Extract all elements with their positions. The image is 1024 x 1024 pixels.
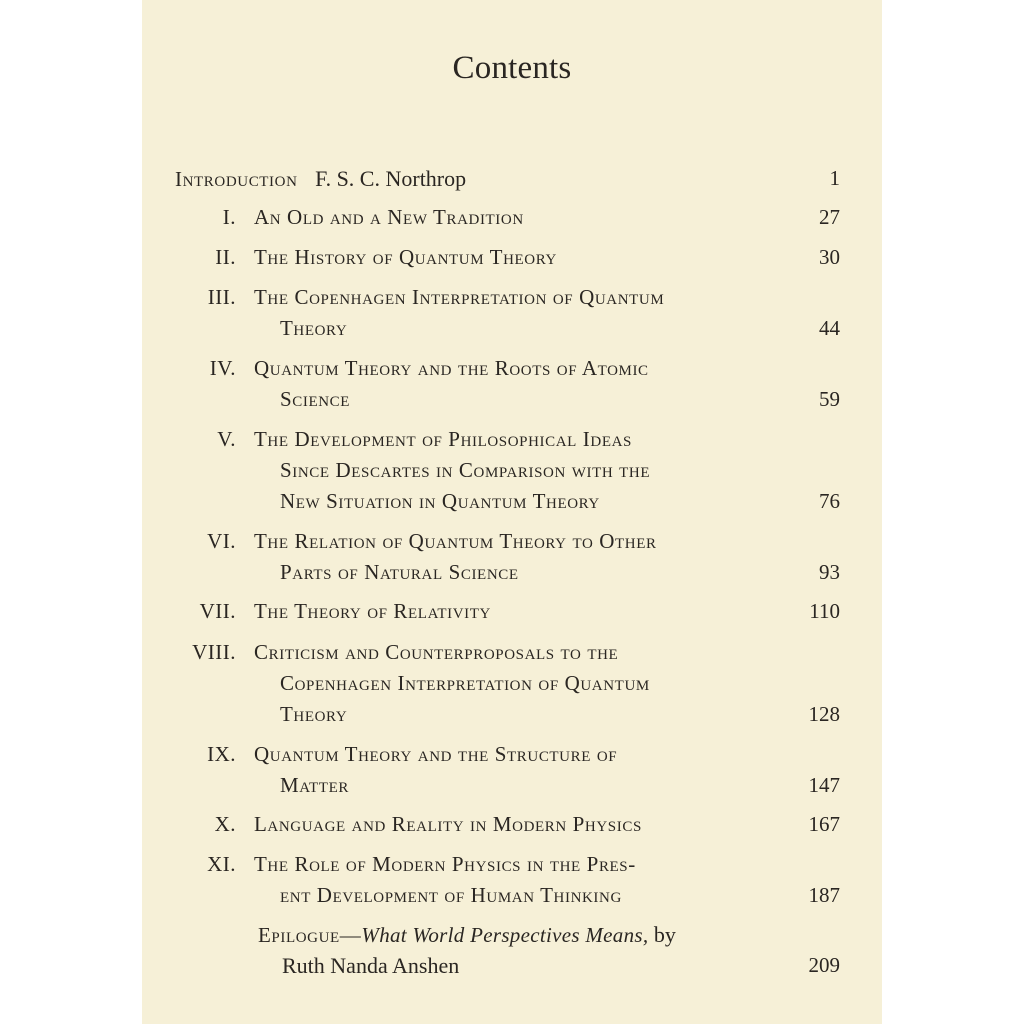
toc-page-number: 187 bbox=[808, 883, 840, 907]
introduction-author: F. S. C. Northrop bbox=[315, 166, 467, 191]
chapter-numeral: III. bbox=[207, 285, 236, 309]
chapter-title-line: Quantum Theory and the Roots of Atomic bbox=[254, 356, 649, 380]
toc-page-number: 59 bbox=[819, 387, 840, 411]
toc-entry-text bbox=[175, 166, 466, 192]
chapter-title-line: The Role of Modern Physics in the Pres- bbox=[254, 852, 636, 876]
chapter-title-line: Copenhagen Interpretation of Quantum bbox=[280, 671, 650, 695]
chapter-title-line: Matter bbox=[280, 773, 349, 797]
toc-page-number: 1 bbox=[829, 166, 840, 190]
chapter-title-line: The Copenhagen Interpretation of Quantum bbox=[254, 285, 665, 309]
toc-page-number: 27 bbox=[819, 205, 840, 229]
introduction-label: Introduction bbox=[175, 167, 298, 191]
epilogue-text-line bbox=[258, 922, 676, 948]
page-title: Contents bbox=[452, 50, 572, 86]
chapter-numeral: XI. bbox=[207, 852, 236, 876]
chapter-title-line: Theory bbox=[280, 702, 348, 726]
chapter-title-line: Theory bbox=[280, 316, 348, 340]
chapter-numeral: IV. bbox=[209, 356, 236, 380]
toc-page-number: 76 bbox=[819, 489, 840, 513]
chapter-title-line: An Old and a New Tradition bbox=[254, 205, 524, 229]
toc-page-number: 44 bbox=[819, 316, 840, 340]
chapter-numeral: VI. bbox=[207, 529, 236, 553]
chapter-title-line: The Development of Philosophical Ideas bbox=[254, 427, 632, 451]
chapter-title-line: Parts of Natural Science bbox=[280, 560, 519, 584]
epilogue-by: by bbox=[648, 922, 676, 947]
toc-page-number: 110 bbox=[809, 599, 840, 623]
toc-page-number: 209 bbox=[808, 953, 840, 977]
chapter-title-line: Since Descartes in Comparison with the bbox=[280, 458, 651, 482]
toc-page-number: 147 bbox=[808, 773, 840, 797]
toc-page-number: 167 bbox=[808, 812, 840, 836]
chapter-title-line: The History of Quantum Theory bbox=[254, 245, 557, 269]
chapter-title-line: Science bbox=[280, 387, 351, 411]
toc-page-number: 30 bbox=[819, 245, 840, 269]
chapter-title-line: The Relation of Quantum Theory to Other bbox=[254, 529, 657, 553]
chapter-numeral: VIII. bbox=[192, 640, 236, 664]
chapter-numeral: IX. bbox=[207, 742, 236, 766]
epilogue-author: Ruth Nanda Anshen bbox=[282, 953, 460, 978]
epilogue-dash: — bbox=[339, 923, 362, 947]
toc-page-number: 93 bbox=[819, 560, 840, 584]
chapter-numeral: VII. bbox=[199, 599, 236, 623]
chapter-numeral: I. bbox=[222, 205, 236, 229]
chapter-title-line: ent Development of Human Thinking bbox=[280, 883, 622, 907]
chapter-title-line: Language and Reality in Modern Physics bbox=[254, 812, 642, 836]
chapter-title-line: New Situation in Quantum Theory bbox=[280, 489, 600, 513]
chapter-numeral: X. bbox=[214, 812, 236, 836]
chapter-numeral: II. bbox=[215, 245, 236, 269]
toc-page-number: 128 bbox=[808, 702, 840, 726]
epilogue-title: What World Perspectives Means, bbox=[361, 923, 649, 947]
chapter-title-line: Criticism and Counterproposals to the bbox=[254, 640, 619, 664]
chapter-numeral: V. bbox=[217, 427, 236, 451]
epilogue-label: Epilogue bbox=[258, 923, 340, 947]
chapter-title-line: The Theory of Relativity bbox=[254, 599, 491, 623]
book-page bbox=[142, 0, 882, 1024]
chapter-title-line: Quantum Theory and the Structure of bbox=[254, 742, 618, 766]
